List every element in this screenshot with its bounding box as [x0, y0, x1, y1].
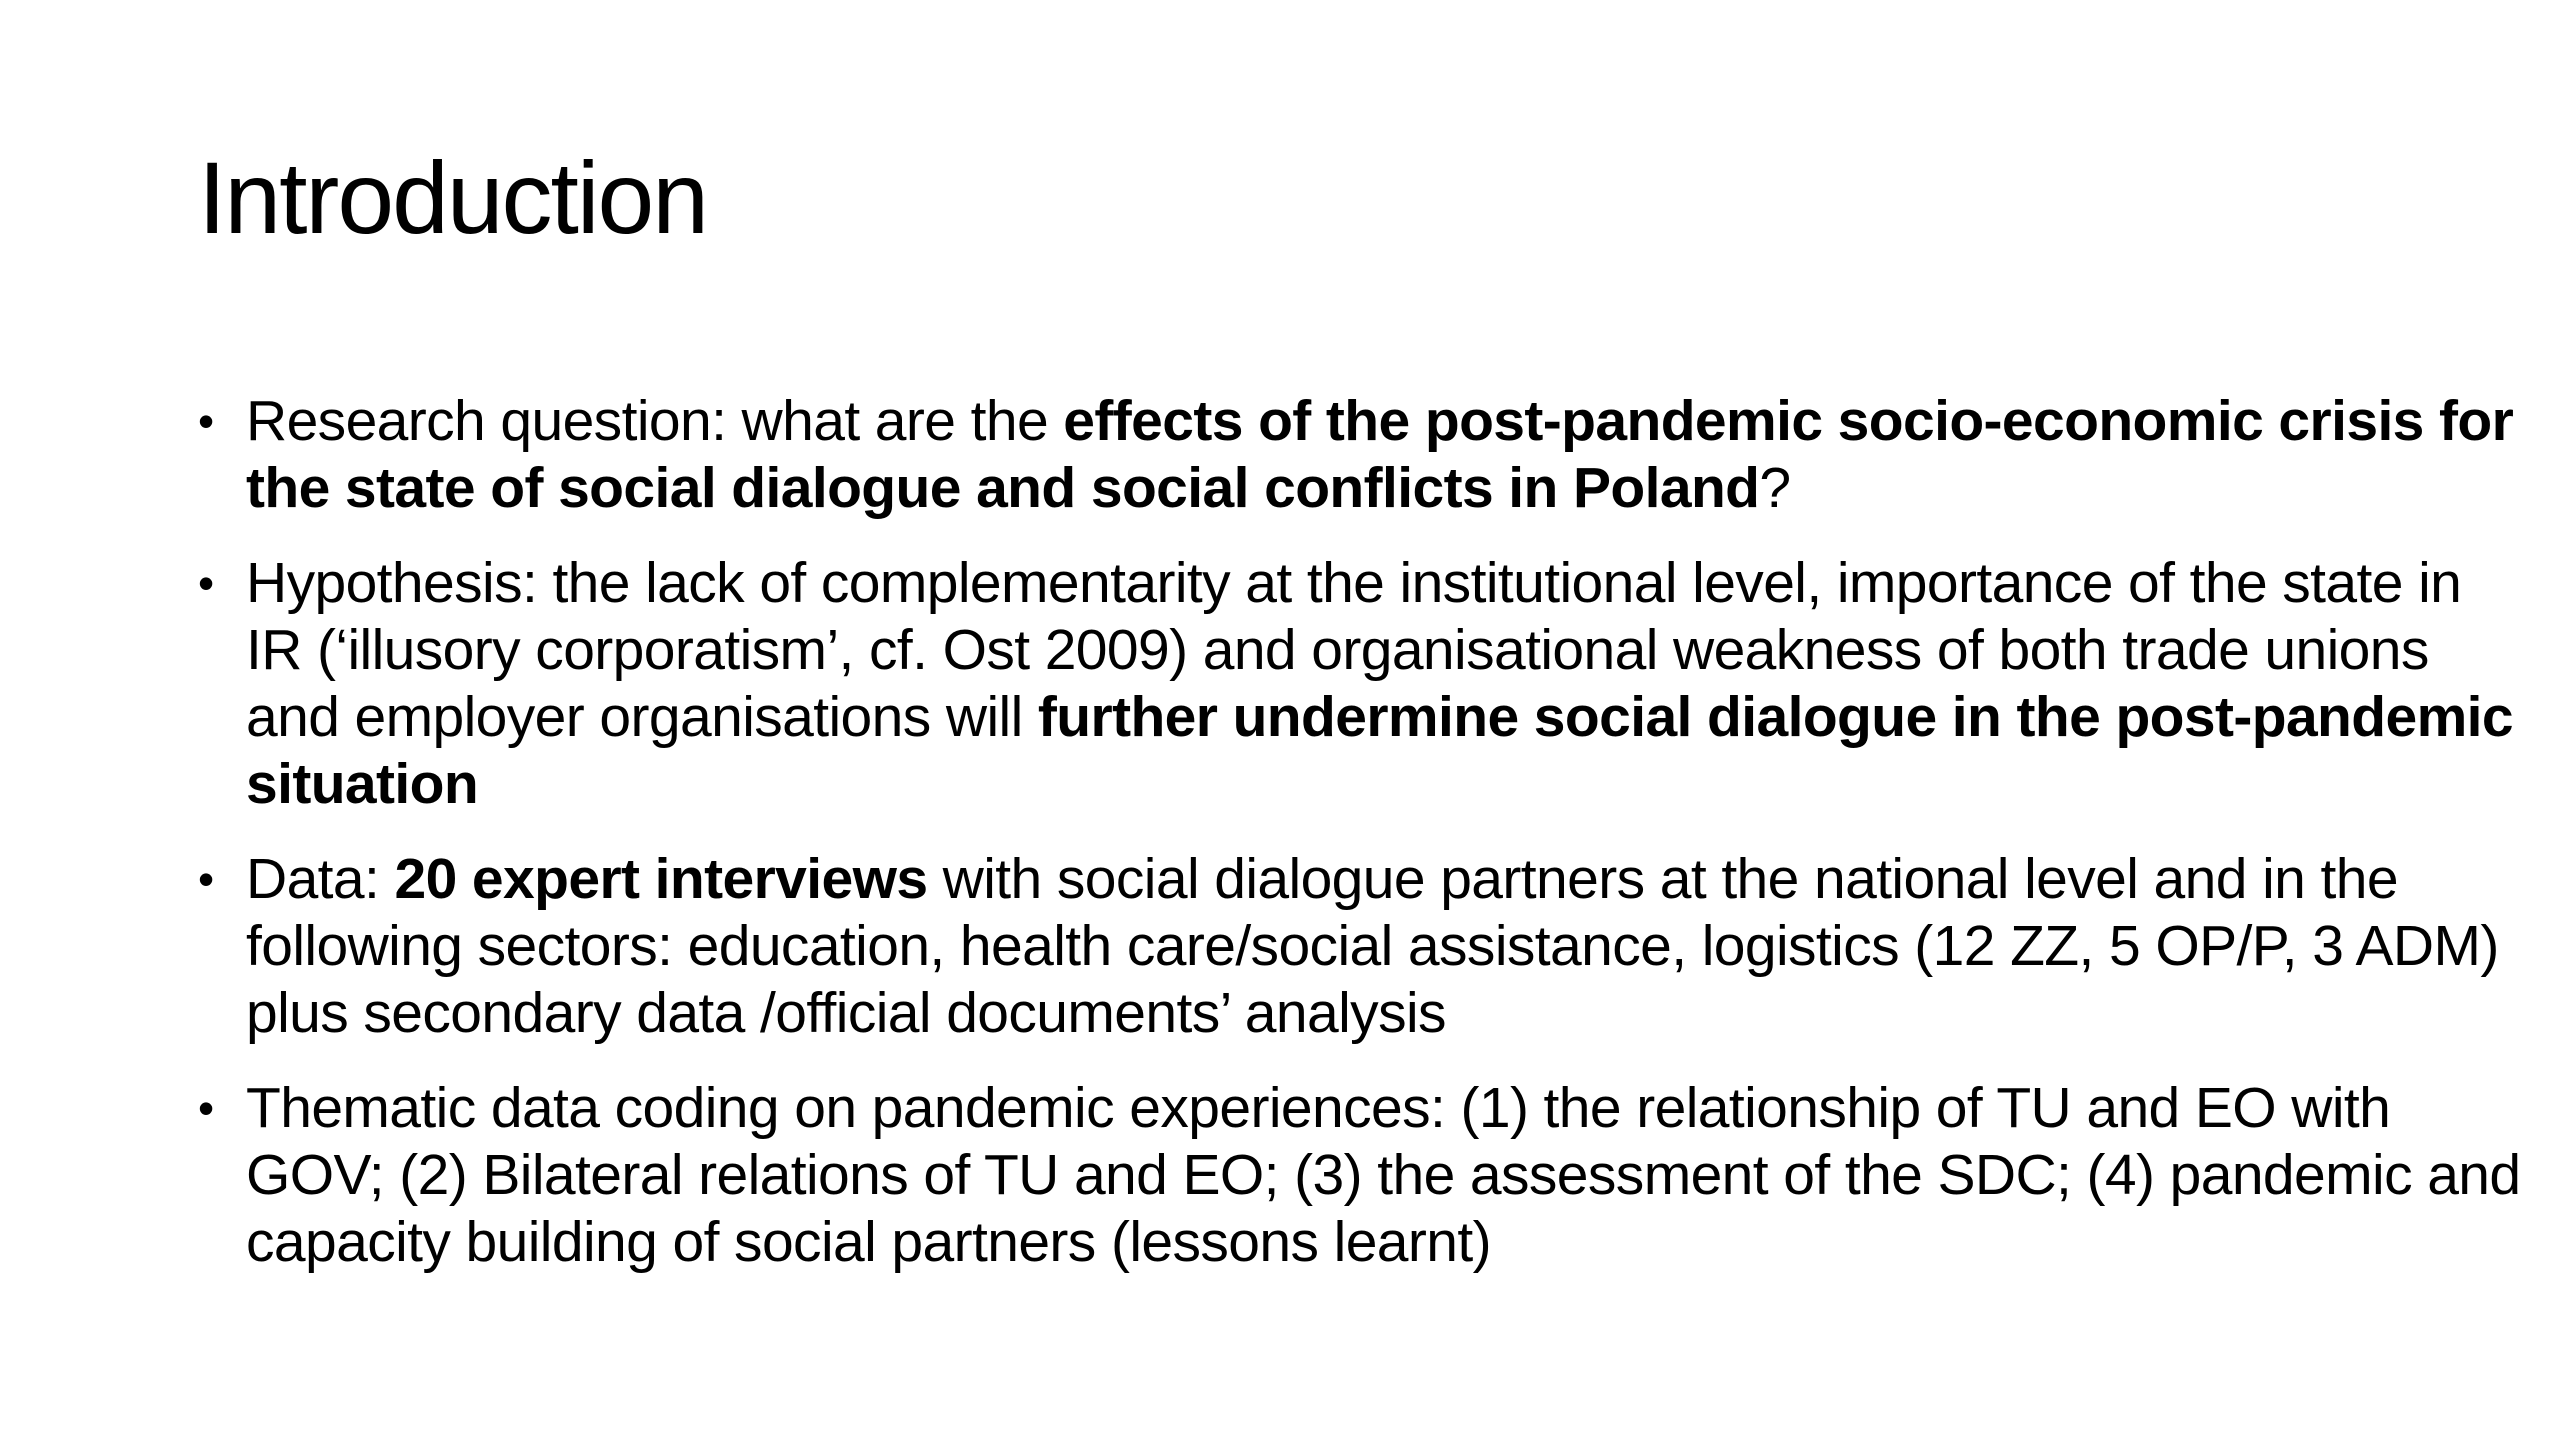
text-run: with social dialogue partners at the national level and in the following sectors: education, health care/social assistance, logistics (12 ZZ, 5 OP/P, 3 ADM) plus secondary data /official documents’ analysis — [246, 847, 2499, 1045]
slide-title: Introduction — [198, 141, 708, 255]
bullet-point-icon: • — [198, 853, 214, 905]
bullet-text — [246, 389, 2513, 520]
text-run: ? — [1759, 456, 1791, 520]
bullet-data — [198, 846, 2528, 1047]
bullet-point-icon: • — [198, 557, 214, 609]
bullet-list — [198, 388, 2528, 1304]
text-run: Thematic data coding on pandemic experiences: (1) the relationship of TU and EO with GOV; (2) Bilateral relations of TU and EO; (3) the assessment of the SDC; (4) pandemic and capacity building of social partners (lessons learnt) — [246, 1076, 2521, 1274]
text-run: Hypothesis: the lack of complementarity at the institutional level, importance of the state in IR (‘illusory corporatism’, cf. Ost 2009) and organisational weakness of both trade unions and employer organisations will — [246, 551, 2462, 749]
bullet-point-icon: • — [198, 1082, 214, 1134]
bullet-text — [246, 551, 2513, 816]
text-run: Data: — [246, 847, 395, 911]
bullet-research-question — [198, 388, 2528, 522]
bullet-text — [246, 847, 2499, 1045]
bullet-point-icon: • — [198, 395, 214, 447]
bullet-thematic-coding — [198, 1075, 2528, 1276]
text-run-bold: 20 expert interviews — [394, 847, 928, 911]
text-run-bold: further undermine social dialogue in the post-pandemic situation — [246, 685, 2514, 816]
bullet-text — [246, 1076, 2521, 1274]
bullet-hypothesis — [198, 550, 2528, 818]
text-run-bold: effects of the post-pandemic socio-economic crisis for the state of social dialogue and social conflicts in Poland — [246, 389, 2514, 520]
text-run: Research question: what are the — [246, 389, 1064, 453]
